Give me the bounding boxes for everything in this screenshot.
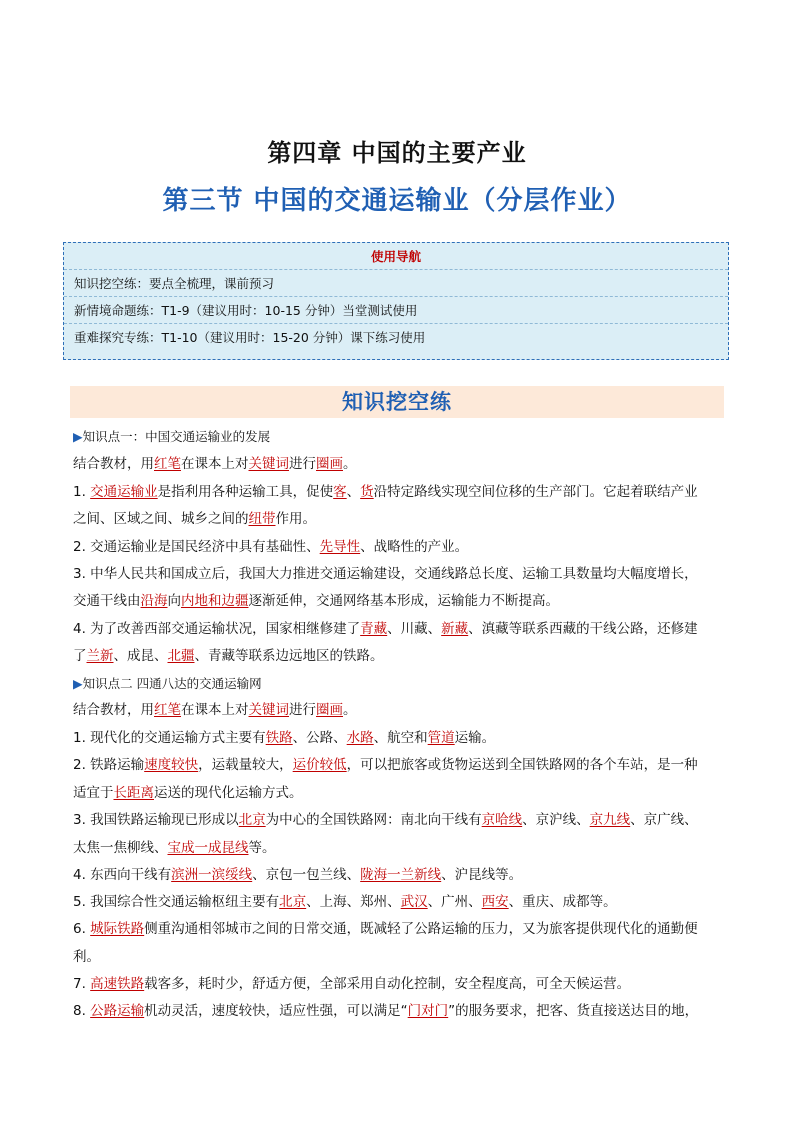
text-segment: 。 xyxy=(343,702,357,718)
keyword: 高速铁路 xyxy=(90,976,145,992)
keyword: 长距离 xyxy=(113,785,154,801)
text-segment: 1. 现代化的交通运输方式主要有 xyxy=(73,730,266,746)
text-segment: 是指利用各种运输工具，促使 xyxy=(157,484,334,500)
text-segment: 进行 xyxy=(289,456,316,472)
text-segment: 侧重沟通相邻城市之间的日常交通，既减轻了公路运输的压力，又为旅客提供现代化的通勤便 xyxy=(144,921,698,937)
text-line xyxy=(73,784,733,802)
keyword: 纽带 xyxy=(248,511,276,527)
keyword: 速度较快 xyxy=(144,757,199,773)
text-segment: 在课本上对 xyxy=(181,702,249,718)
text-segment: 、滇藏等联系西藏的干线公路，还修建 xyxy=(468,621,698,637)
keyword: 兰新 xyxy=(86,648,114,664)
text-line xyxy=(73,455,733,473)
text-line xyxy=(73,729,733,747)
text-line xyxy=(73,510,733,528)
text-segment: 逐渐延伸，交通网络基本形成，运输能力不断提高。 xyxy=(248,593,559,609)
text-line xyxy=(73,893,733,911)
text-segment: 2. 交通运输业是国民经济中具有基础性、 xyxy=(73,539,320,555)
text-segment: 为中心的全国铁路网：南北向干线有 xyxy=(265,812,482,828)
text-segment: 之间、区域之间、城乡之间的 xyxy=(73,511,249,527)
text-segment: ，可以把旅客或货物运送到全国铁路网的各个车站，是一种 xyxy=(346,757,698,773)
text-segment: 。 xyxy=(343,456,357,472)
text-segment: 知识点二 四通八达的交通运输网 xyxy=(82,676,262,691)
text-segment: 在课本上对 xyxy=(181,456,249,472)
keyword: 北疆 xyxy=(167,648,195,664)
keyword: 北京 xyxy=(279,894,307,910)
nav-row-new-context: 新情境命题练：T1-9（建议用时：10-15 分钟）当堂测试使用 xyxy=(64,297,728,324)
keyword: 京哈线 xyxy=(481,812,523,828)
keyword: 货 xyxy=(360,484,374,500)
text-line xyxy=(73,811,733,829)
text-line xyxy=(73,565,733,583)
text-segment: 4. 东西向干线有 xyxy=(73,867,172,883)
keyword: 关键词 xyxy=(248,702,289,718)
text-segment: 、京沪线、 xyxy=(522,812,590,828)
keyword: 武汉 xyxy=(400,894,428,910)
keyword: 关键词 xyxy=(248,456,289,472)
text-segment: 结合教材，用 xyxy=(73,702,154,718)
keyword: 宝成一成昆线 xyxy=(167,840,249,856)
text-line xyxy=(73,483,733,501)
text-line xyxy=(73,592,733,610)
nav-heading: 使用导航 xyxy=(64,243,728,270)
text-line xyxy=(73,647,733,665)
keyword: 沿海 xyxy=(140,593,168,609)
text-segment: 5. 我国综合性交通运输枢纽主要有 xyxy=(73,894,280,910)
text-segment: 载客多，耗时少，舒适方便，全部采用自动化控制，安全程度高，可全天候运营。 xyxy=(144,976,631,992)
text-segment: ”的服务要求，把客、货直接送达目的地， xyxy=(448,1003,699,1019)
triangle-icon: ▶ xyxy=(73,676,83,691)
text-segment: 、航空和 xyxy=(373,730,428,746)
triangle-icon: ▶ xyxy=(73,429,83,444)
keyword: 京九线 xyxy=(589,812,631,828)
text-segment: 进行 xyxy=(289,702,316,718)
text-segment: 、川藏、 xyxy=(387,621,442,637)
text-segment: 6. xyxy=(73,921,91,937)
text-segment: 7. xyxy=(73,976,91,992)
text-segment: 、成昆、 xyxy=(113,648,168,664)
text-segment: 太焦一焦柳线、 xyxy=(73,840,168,856)
text-segment: 、京包一包兰线、 xyxy=(252,867,361,883)
text-line xyxy=(73,701,733,719)
keyword: 新藏 xyxy=(441,621,469,637)
keyword: 运价较低 xyxy=(292,757,347,773)
text-segment: 机动灵活，速度较快，适应性强，可以满足“ xyxy=(144,1003,408,1019)
text-segment: 3. 我国铁路运输现已形成以 xyxy=(73,812,239,828)
keyword: 门对门 xyxy=(407,1003,449,1019)
text-segment: 交通干线由 xyxy=(73,593,141,609)
keyword: 红笔 xyxy=(154,702,181,718)
keyword: 西安 xyxy=(481,894,509,910)
text-segment: 了 xyxy=(73,648,87,664)
section-title: 第三节 中国的交通运输业（分层作业） xyxy=(162,186,632,216)
keyword: 水路 xyxy=(346,730,374,746)
text-segment: 运输。 xyxy=(454,730,496,746)
text-segment: 向 xyxy=(167,593,181,609)
text-segment: 、战略性的产业。 xyxy=(360,539,469,555)
knowledge-point-heading xyxy=(73,428,733,446)
text-line xyxy=(73,948,733,966)
text-segment: 、广州、 xyxy=(427,894,482,910)
section-banner: 知识挖空练 xyxy=(70,386,724,418)
text-line xyxy=(73,975,733,993)
keyword: 圈画 xyxy=(316,702,343,718)
text-line xyxy=(73,756,733,774)
text-segment: 作用。 xyxy=(275,511,316,527)
text-line xyxy=(73,866,733,884)
text-segment: 结合教材，用 xyxy=(73,456,154,472)
keyword: 先导性 xyxy=(319,539,361,555)
text-segment: 4. 为了改善西部交通运输状况，国家相继修建了 xyxy=(73,621,361,637)
keyword: 青藏 xyxy=(360,621,388,637)
keyword: 陇海一兰新线 xyxy=(360,867,442,883)
text-segment: 、京广线、 xyxy=(630,812,698,828)
text-segment: 、公路、 xyxy=(292,730,347,746)
text-segment: 适宜于 xyxy=(73,785,114,801)
text-segment: 知识点一：中国交通运输业的发展 xyxy=(82,429,271,444)
nav-row-knowledge: 知识挖空练：要点全梳理，课前预习 xyxy=(64,270,728,297)
text-line xyxy=(73,620,733,638)
text-line xyxy=(73,1002,733,1020)
text-segment: 2. 铁路运输 xyxy=(73,757,145,773)
text-segment: 、重庆、成都等。 xyxy=(508,894,617,910)
keyword: 滨洲一滨绥线 xyxy=(171,867,253,883)
keyword: 客 xyxy=(333,484,347,500)
knowledge-point-heading xyxy=(73,675,733,693)
text-segment: 1. xyxy=(73,484,91,500)
keyword: 内地和边疆 xyxy=(181,593,249,609)
nav-row-difficult: 重难探究专练：T1-10（建议用时：15-20 分钟）课下练习使用 xyxy=(74,330,426,345)
text-line xyxy=(73,538,733,556)
text-segment: 、 xyxy=(346,484,361,500)
text-segment: 、青藏等联系边远地区的铁路。 xyxy=(194,648,384,664)
chapter-title: 第四章 中国的主要产业 xyxy=(267,139,527,167)
text-segment: 运送的现代化运输方式。 xyxy=(154,785,303,801)
usage-navigation-box xyxy=(63,242,729,360)
text-segment: 等。 xyxy=(248,840,276,856)
keyword: 圈画 xyxy=(316,456,343,472)
keyword: 城际铁路 xyxy=(90,921,145,937)
text-segment: ，运载量较大， xyxy=(198,757,293,773)
text-segment: 利。 xyxy=(73,949,100,965)
keyword: 管道 xyxy=(427,730,455,746)
text-segment: 沿特定路线实现空间位移的生产部门。它起着联结产业 xyxy=(373,484,698,500)
text-line xyxy=(73,920,733,938)
keyword: 北京 xyxy=(238,812,266,828)
keyword: 交通运输业 xyxy=(90,484,158,500)
text-segment: 、上海、郑州、 xyxy=(306,894,401,910)
keyword: 公路运输 xyxy=(90,1003,145,1019)
keyword: 红笔 xyxy=(154,456,181,472)
text-segment: 、沪昆线等。 xyxy=(441,867,523,883)
text-segment: 3. 中华人民共和国成立后，我国大力推进交通运输建设，交通线路总长度、运输工具数量均大幅度增长， xyxy=(73,566,698,582)
keyword: 铁路 xyxy=(265,730,293,746)
text-segment: 8. xyxy=(73,1003,91,1019)
text-line xyxy=(73,839,733,857)
